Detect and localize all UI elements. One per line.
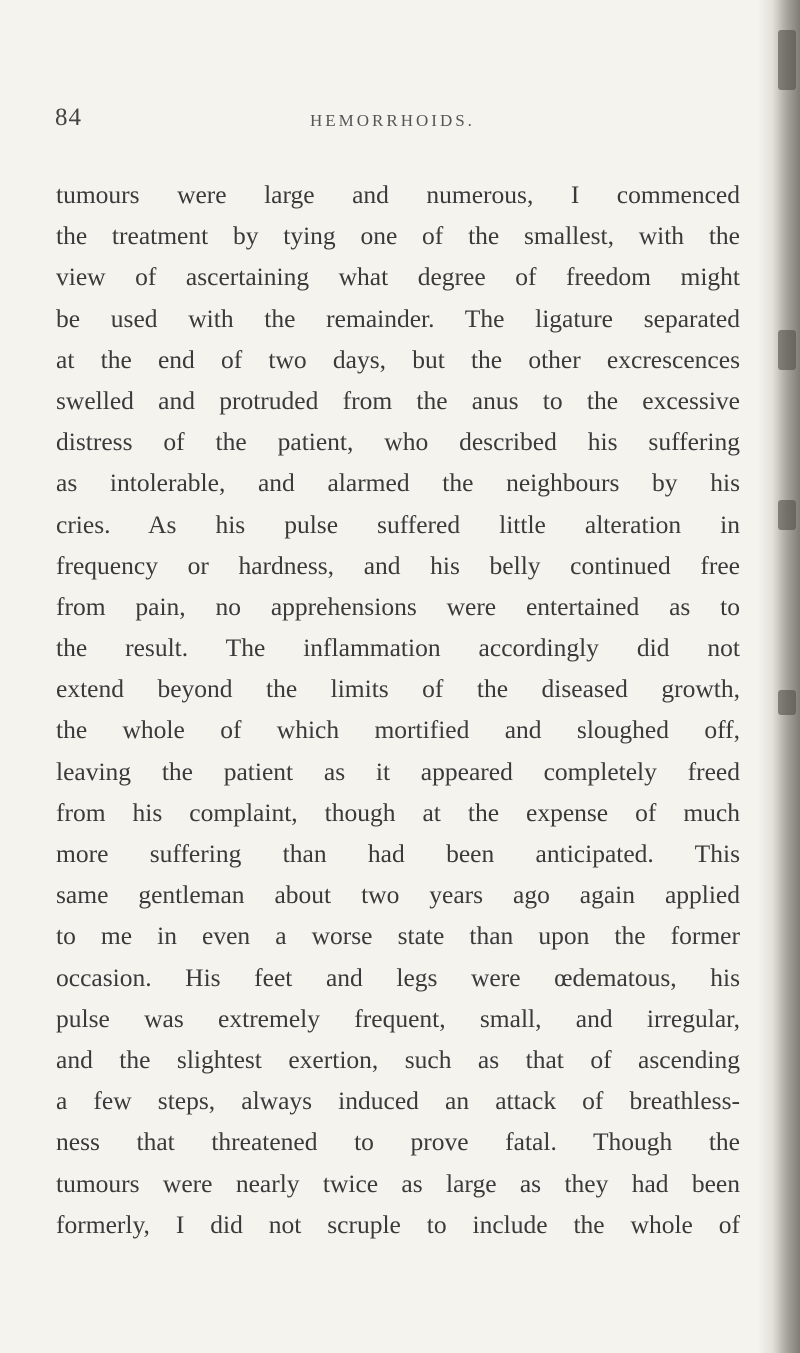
text-line: pulse was extremely frequent, small, and irregular, bbox=[56, 1003, 740, 1033]
page-edge-mark bbox=[778, 690, 796, 715]
page-edge-shadow bbox=[758, 0, 800, 1353]
text-line: from pain, no apprehensions were entertained as to bbox=[56, 591, 740, 621]
text-line: a few steps, always induced an attack of breathless- bbox=[56, 1086, 740, 1116]
page-edge-mark bbox=[778, 500, 796, 530]
text-line: frequency or hardness, and his belly continued free bbox=[56, 550, 740, 580]
text-line: from his complaint, though at the expense of much bbox=[56, 797, 740, 827]
text-line: at the end of two days, but the other excrescences bbox=[56, 344, 740, 374]
text-line: view of ascertaining what degree of freedom might bbox=[56, 262, 740, 292]
text-line: tumours were nearly twice as large as they had been bbox=[56, 1168, 740, 1198]
page-edge-mark bbox=[778, 30, 796, 90]
text-line: tumours were large and numerous, I commenced bbox=[56, 180, 740, 209]
text-line: more suffering than had been anticipated. This bbox=[56, 839, 740, 868]
running-title: HEMORRHOIDS. bbox=[310, 111, 475, 130]
text-line: occasion. His feet and legs were œdematous, his bbox=[56, 962, 740, 992]
text-line: formerly, I did not scruple to include the whole of bbox=[56, 1209, 740, 1239]
text-line: ness that threatened to prove fatal. Though the bbox=[56, 1127, 740, 1157]
text-line: extend beyond the limits of the diseased growth, bbox=[56, 674, 740, 704]
text-line: swelled and protruded from the anus to the excessive bbox=[56, 385, 740, 415]
text-line: the result. The inflammation accordingly did not bbox=[56, 633, 740, 663]
text-line: to me in even a worse state than upon the former bbox=[56, 921, 740, 951]
text-line: the whole of which mortified and sloughed off, bbox=[56, 715, 740, 745]
text-line: be used with the remainder. The ligature separated bbox=[56, 303, 740, 333]
text-line: as intolerable, and alarmed the neighbours by his bbox=[56, 468, 740, 498]
text-line: same gentleman about two years ago again applied bbox=[56, 880, 740, 910]
page-edge-mark bbox=[778, 330, 796, 370]
text-line: distress of the patient, who described his suffering bbox=[56, 427, 740, 457]
body-text bbox=[56, 174, 740, 1245]
text-line: and the slightest exertion, such as that of ascending bbox=[56, 1044, 740, 1074]
text-line: the treatment by tying one of the smallest, with the bbox=[56, 221, 740, 251]
page-number: 84 bbox=[55, 104, 82, 131]
text-line: leaving the patient as it appeared completely freed bbox=[56, 756, 740, 786]
running-head bbox=[0, 104, 760, 144]
text-line: cries. As his pulse suffered little alteration in bbox=[56, 509, 740, 539]
